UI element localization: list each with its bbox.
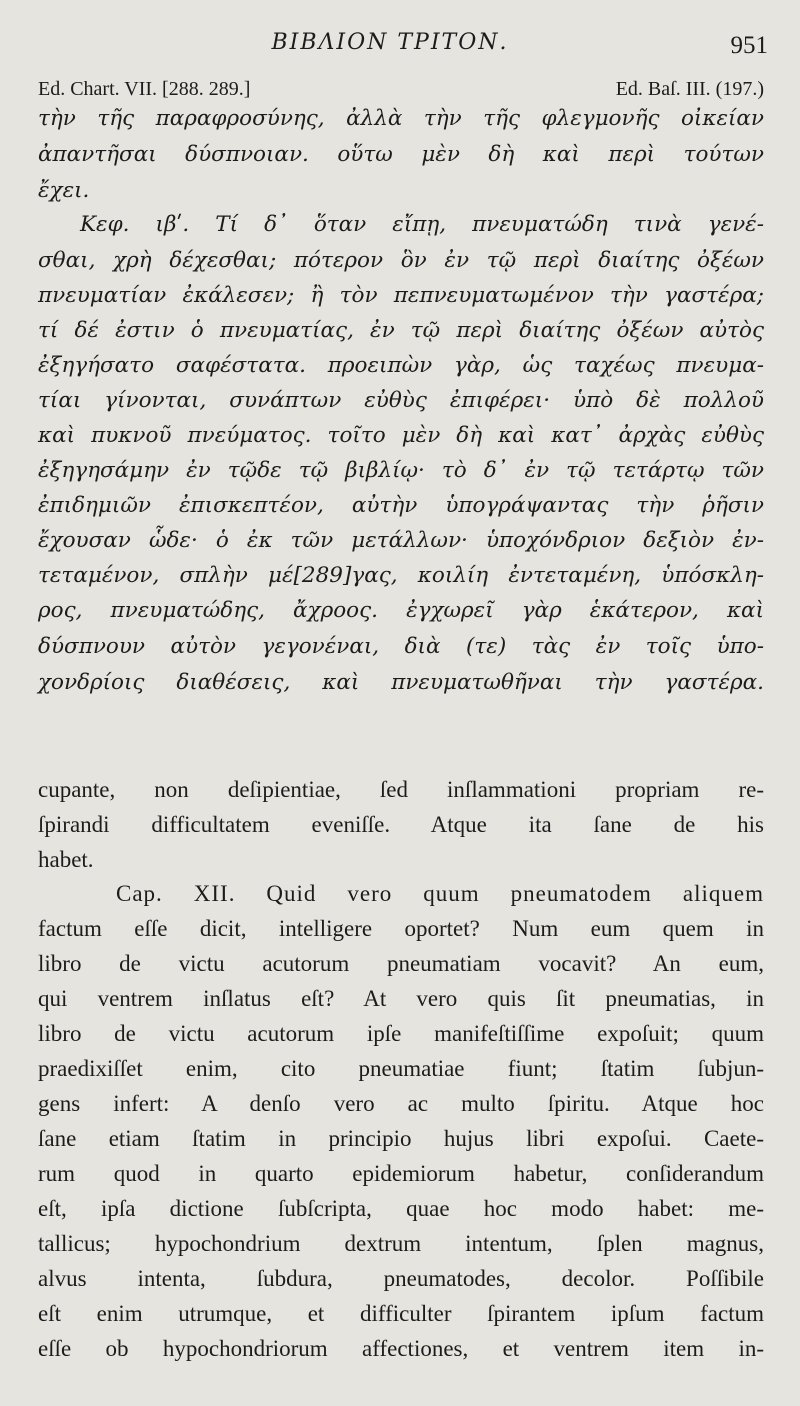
greek-line: ἐπιδημιῶν ἐπισκεπτέον, αὐτὴν ὑπογράψαντας τὴν ῥῆσιν bbox=[38, 493, 764, 518]
greek-line: ρος, πνευματώδης, ἄχροος. ἐγχωρεῖ γὰρ ἑκάτερον, καὶ bbox=[38, 598, 764, 623]
page-number: 951 bbox=[730, 32, 768, 59]
edition-references bbox=[38, 78, 764, 106]
latin-line: alvus intenta, ſubdura, pneumatodes, decolor. Poſſibile bbox=[38, 1266, 764, 1291]
greek-line: τὴν τῆς παραφροσύνης, ἀλλὰ τὴν τῆς φλεγμονῆς οἰκείαν bbox=[38, 106, 764, 131]
latin-line: ſpirandi difficultatem eveniſſe. Atque ita ſane de his bbox=[38, 812, 764, 837]
greek-line: καὶ πυκνοῦ πνεύματος. τοῖτο μὲν δὴ καὶ κατ᾽ ἀρχὰς εὐθὺς bbox=[38, 423, 764, 448]
greek-line: τί δέ ἐστιν ὁ πνευματίας, ἐν τῷ περὶ διαίτης ὀξέων αὐτὸς bbox=[38, 318, 764, 343]
edition-basel: Ed. Baſ. III. (197.) bbox=[615, 78, 764, 100]
latin-line: eſt enim utrumque, et difficulter ſpirantem ipſum factum bbox=[38, 1301, 764, 1326]
greek-line: τίαι γίνονται, συνάπτων εὐθὺς ἐπιφέρει· ὑπὸ δὲ πολλοῦ bbox=[38, 388, 764, 413]
greek-line: Κεφ. ιβʹ. Τί δ᾽ ὅταν εἴπῃ, πνευματώδη τινὰ γενέ- bbox=[80, 212, 764, 237]
latin-line: eſt, ipſa dictione ſubſcripta, quae hoc modo habet: me- bbox=[38, 1196, 764, 1221]
greek-line: ἐξηγησάμην ἐν τῷδε τῷ βιβλίῳ· τὸ δ᾽ ἐν τῷ τετάρτῳ τῶν bbox=[38, 458, 764, 483]
latin-line: gens infert: A denſo vero ac multo ſpiritu. Atque hoc bbox=[38, 1091, 764, 1116]
latin-line: ſane etiam ſtatim in principio hujus libri expoſui. Caete- bbox=[38, 1126, 764, 1151]
greek-line: ἐξηγήσατο σαφέστατα. προειπὼν γὰρ, ὡς ταχέως πνευμα- bbox=[38, 353, 764, 378]
latin-line: factum eſſe dicit, intelligere oportet? Num eum quem in bbox=[38, 916, 764, 941]
greek-line: ἔχει. bbox=[38, 178, 90, 203]
latin-line: cupante, non deſipientiae, ſed inſlammationi propriam re- bbox=[38, 777, 764, 802]
greek-line: ἀπαντῆσαι δύσπνοιαν. οὕτω μὲν δὴ καὶ περὶ τούτων bbox=[38, 142, 764, 167]
latin-line: libro de victu acutorum ipſe manifeſtiſſime expoſuit; quum bbox=[38, 1021, 764, 1046]
latin-line: qui ventrem inſlatus eſt? At vero quis ſit pneumatias, in bbox=[38, 986, 764, 1011]
greek-line: χονδρίοις διαθέσεις, καὶ πνευματωθῆναι τὴν γαστέρα. bbox=[38, 670, 764, 695]
greek-line: δύσπνουν αὐτὸν γεγονέναι, διὰ (τε) τὰς ἐν τοῖς ὑπο- bbox=[38, 634, 764, 659]
latin-line: eſſe ob hypochondriorum affectiones, et ventrem item in- bbox=[38, 1336, 764, 1361]
latin-line: rum quod in quarto epidemiorum habetur, conſiderandum bbox=[38, 1161, 764, 1186]
running-title: BIBΛΙΟΝ ΤΡΙΤΟΝ. bbox=[271, 30, 509, 55]
latin-line: habet. bbox=[38, 847, 94, 872]
edition-chartier: Ed. Chart. VII. [288. 289.] bbox=[38, 78, 251, 100]
greek-line: πνευματίαν ἐκάλεσεν; ἢ τὸν πεπνευματωμένον τὴν γαστέρα; bbox=[38, 283, 764, 308]
running-head bbox=[0, 30, 800, 60]
latin-line: Cap. XII. Quid vero quum pneumatodem aliquem bbox=[116, 881, 764, 906]
greek-line: σθαι, χρὴ δέχεσθαι; πότερον ὃν ἐν τῷ περὶ διαίτης ὀξέων bbox=[38, 248, 764, 273]
latin-line: tallicus; hypochondrium dextrum intentum, ſplen magnus, bbox=[38, 1231, 764, 1256]
latin-line: praedixiſſet enim, cito pneumatiae fiunt; ſtatim ſubjun- bbox=[38, 1056, 764, 1081]
latin-line: libro de victu acutorum pneumatiam vocavit? An eum, bbox=[38, 951, 764, 976]
greek-line: ἔχουσαν ὧδε· ὁ ἐκ τῶν μετάλλων· ὑποχόνδριον δεξιὸν ἐν- bbox=[38, 528, 764, 553]
greek-line: τεταμένον, σπλὴν μέ[289]γας, κοιλίη ἐντεταμένη, ὑπόσκλη- bbox=[38, 563, 764, 588]
